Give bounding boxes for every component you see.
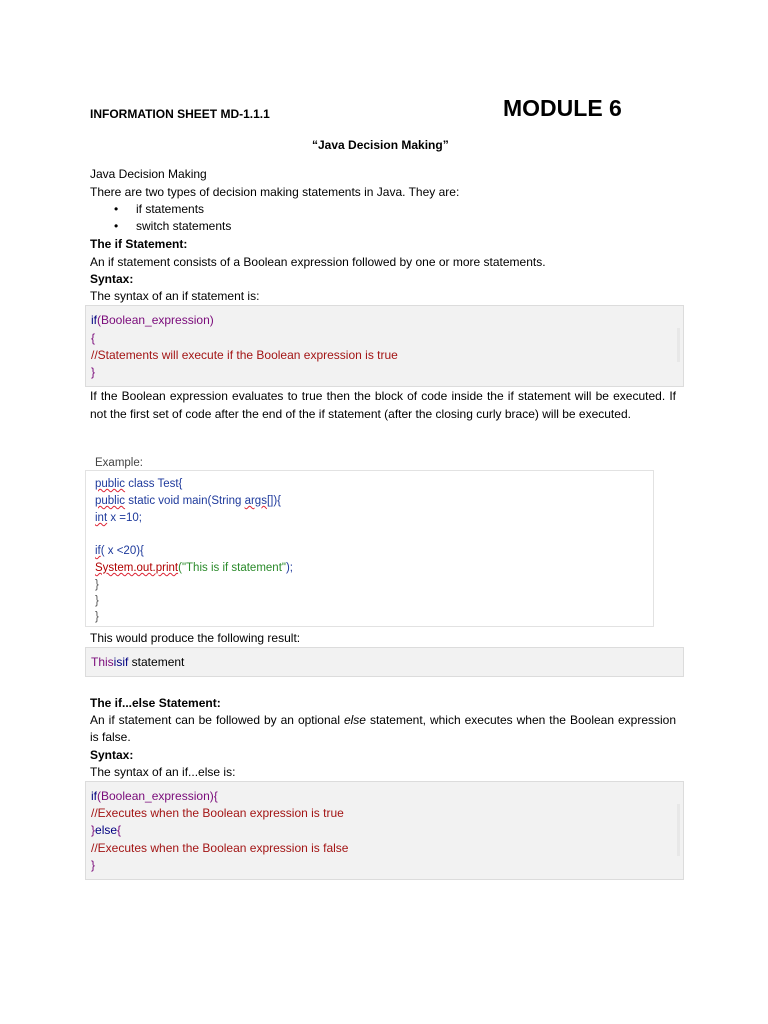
section-heading: Java Decision Making (90, 167, 207, 181)
output-text: This (91, 655, 114, 669)
code-text: ( x <20){ (100, 545, 144, 557)
if-statement-desc: An if statement consists of a Boolean expression followed by one or more statements. (90, 255, 546, 269)
result-output-block (85, 647, 684, 677)
syntax-intro: The syntax of an if statement is: (90, 289, 260, 303)
code-paren: ( (97, 313, 101, 327)
desc-emphasis: else (343, 713, 366, 727)
code-brace: } (95, 595, 99, 607)
code-expression: Boolean_expression (101, 789, 210, 803)
list-item: if statements (136, 202, 205, 216)
code-text: args (244, 495, 267, 507)
code-keyword: else (95, 823, 118, 837)
if-else-desc (90, 712, 676, 746)
code-keyword: public (95, 478, 126, 490)
code-comment: //Executes when the Boolean expression is true (91, 806, 344, 820)
code-comment: //Statements will execute if the Boolean expression is true (91, 348, 398, 362)
desc-text: statement, which executes when the Boolean expression is false. (90, 713, 677, 744)
syntax-label: Syntax: (90, 748, 134, 762)
bullet-dot: • (114, 219, 119, 233)
code-text: static void main(String (125, 495, 245, 507)
code-keyword: if (91, 789, 97, 803)
code-keyword: public (95, 495, 126, 507)
code-paren: ) (209, 313, 214, 327)
bullet-dot: • (114, 202, 119, 216)
result-intro: This would produce the following result: (90, 631, 301, 645)
if-syntax-code-block (85, 305, 684, 387)
code-scrollbar[interactable] (677, 804, 680, 856)
code-keyword: if (91, 313, 97, 327)
syntax-intro: The syntax of an if...else is: (90, 765, 236, 779)
code-keyword: if (95, 545, 101, 557)
code-keyword: int (95, 512, 108, 524)
intro-text: There are two types of decision making statements in Java. They are: (90, 185, 460, 199)
example-code-block (85, 470, 654, 627)
code-scrollbar[interactable] (677, 328, 680, 362)
code-brace: { (91, 331, 96, 345)
code-paren: ){ (209, 789, 218, 803)
code-brace: } (91, 365, 96, 379)
document-title: “Java Decision Making” (312, 138, 449, 152)
code-string: "This is if statement" (181, 562, 286, 574)
code-brace: } (91, 858, 96, 872)
code-text: []){ (266, 495, 282, 507)
code-method: System.out.print (95, 562, 179, 574)
desc-text: An if statement can be followed by an optional (90, 713, 344, 727)
code-text: ); (285, 562, 293, 574)
module-title: MODULE 6 (503, 95, 622, 121)
code-comment: //Executes when the Boolean expression is false (91, 841, 349, 855)
if-statement-heading: The if Statement: (90, 237, 188, 251)
output-text: statement (128, 655, 185, 669)
if-else-heading: The if...else Statement: (90, 696, 221, 710)
if-else-syntax-code-block (85, 781, 684, 880)
code-text: ( (178, 562, 182, 574)
code-brace: } (91, 823, 96, 837)
code-brace: { (117, 823, 122, 837)
code-paren: ( (97, 789, 101, 803)
list-item: switch statements (136, 219, 232, 233)
example-label: Example: (95, 457, 143, 469)
output-text: isif (113, 655, 129, 669)
code-expression: Boolean_expression (101, 313, 210, 327)
syntax-label: Syntax: (90, 272, 134, 286)
code-text: class Test{ (125, 478, 183, 490)
info-sheet-label: INFORMATION SHEET MD-1.1.1 (90, 107, 270, 121)
if-explanation: If the Boolean expression evaluates to true then the block of code inside the if statement will be executed. If not the first set of code after the end of the if statement (after the closing curly brace) will be executed. (90, 389, 676, 421)
code-brace: } (95, 611, 99, 623)
code-brace: } (95, 579, 99, 591)
code-text: x =10; (107, 512, 142, 524)
